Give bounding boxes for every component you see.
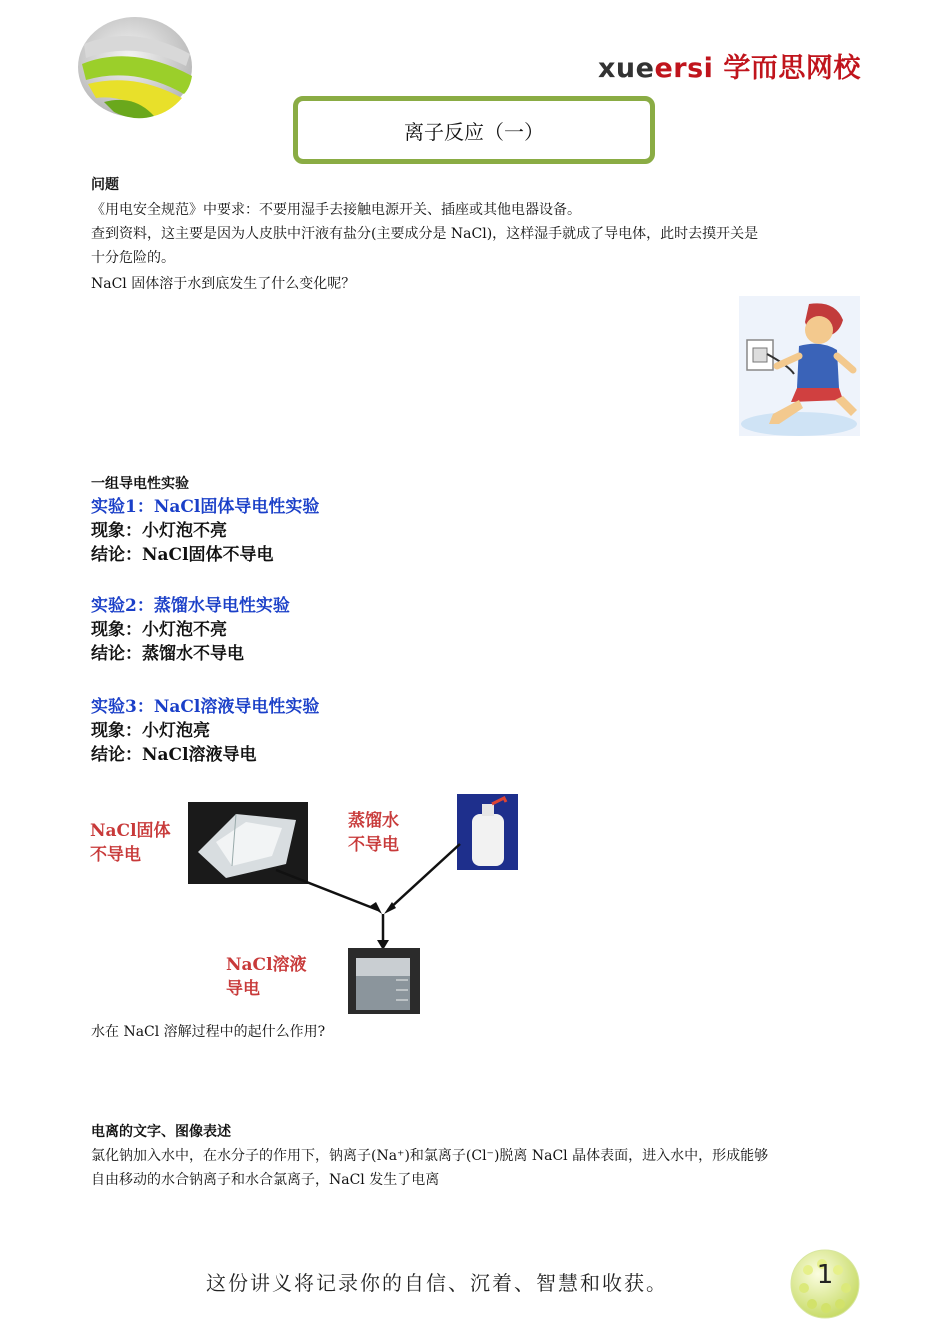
question-line: 十分危险的。 [91, 250, 175, 266]
question-line: 查到资料，这主要是因为人皮肤中汗液有盐分(主要成分是 NaCl)，这样湿手就成了导电体，此时去摸开关是 [91, 226, 759, 242]
label-solid-2: 不导电 [90, 845, 141, 865]
nacl-crystal-image [188, 802, 308, 884]
label-solution-2: 导电 [226, 979, 260, 999]
question-line: 《用电安全规范》中要求：不要用湿手去接触电源开关、插座或其他电器设备。 [91, 202, 581, 218]
conductivity-diagram [86, 792, 526, 1018]
footer-slogan: 这份讲义将记录你的自信、沉着、智慧和收获。 [206, 1271, 668, 1295]
ionization-line: 自由移动的水合钠离子和水合氯离子，NaCl 发生了电离 [91, 1172, 440, 1188]
nacl-solution-beaker-image [348, 948, 420, 1014]
cartoon-boy-shock-image [739, 296, 860, 436]
label-water-2: 不导电 [348, 835, 399, 855]
label-solid-1: NaCl固体 [90, 821, 171, 841]
experiment-2-phenomenon: 现象：小灯泡不亮 [91, 620, 227, 640]
ionization-heading: 电离的文字、图像表述 [91, 1124, 231, 1140]
experiment-3-conclusion: 结论：NaCl溶液导电 [91, 745, 257, 765]
ionization-line: 氯化钠加入水中，在水分子的作用下，钠离子(Na⁺)和氯离子(Cl⁻)脱离 NaCl 晶体表面，进入水中，形成能够 [91, 1148, 769, 1164]
question-heading: 问题 [91, 177, 119, 193]
distilled-water-bottle-image [457, 794, 518, 870]
experiment-3-phenomenon: 现象：小灯泡亮 [91, 721, 210, 741]
water-role-question: 水在 NaCl 溶解过程中的起什么作用? [91, 1024, 326, 1040]
experiment-3-title: 实验3：NaCl溶液导电性实验 [91, 697, 320, 717]
question-line: NaCl 固体溶于水到底发生了什么变化呢？ [91, 276, 356, 292]
label-water-1: 蒸馏水 [348, 811, 399, 831]
experiment-1-conclusion: 结论：NaCl固体不导电 [91, 545, 274, 565]
page-number: 1 [816, 1260, 834, 1290]
brand-logo: xueersi 学而思网校 [598, 53, 861, 84]
experiment-2-conclusion: 结论：蒸馏水不导电 [91, 644, 244, 664]
page-title: 离子反应（一） [293, 96, 655, 164]
logo-sphere-icon [74, 14, 196, 120]
experiments-heading: 一组导电性实验 [91, 476, 189, 492]
experiment-1-title: 实验1：NaCl固体导电性实验 [91, 497, 320, 517]
experiment-1-phenomenon: 现象：小灯泡不亮 [91, 521, 227, 541]
experiment-2-title: 实验2：蒸馏水导电性实验 [91, 596, 290, 616]
label-solution-1: NaCl溶液 [226, 955, 307, 975]
